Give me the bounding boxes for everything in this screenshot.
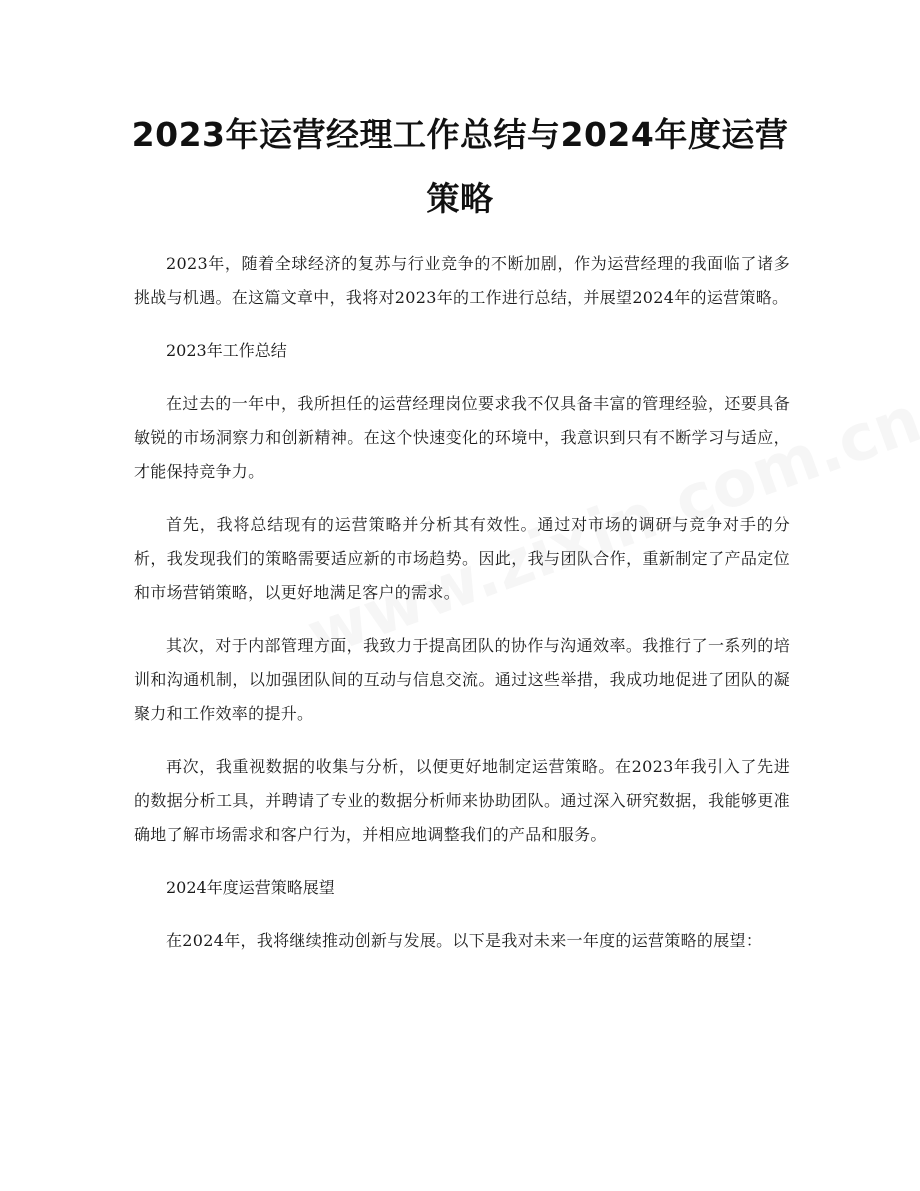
section-heading-2023-summary: 2023年工作总结	[166, 341, 287, 360]
paragraph-second: 其次，对于内部管理方面，我致力于提高团队的协作与沟通效率。我推行了一系列的培训和沟通机制，以加强团队间的互动与信息交流。通过这些举措，我成功地促进了团队的凝聚力和工作效率的提升。	[134, 636, 790, 723]
section-heading-2024-outlook: 2024年度运营策略展望	[166, 878, 335, 897]
paragraph-third: 再次，我重视数据的收集与分析，以便更好地制定运营策略。在2023年我引入了先进的数据分析工具，并聘请了专业的数据分析师来协助团队。通过深入研究数据，我能够更准确地了解市场需求和客户行为，并相应地调整我们的产品和服务。	[134, 757, 790, 844]
document-body	[134, 247, 790, 977]
paragraph-past-year: 在过去的一年中，我所担任的运营经理岗位要求我不仅具备丰富的管理经验，还要具备敏锐的市场洞察力和创新精神。在这个快速变化的环境中，我意识到只有不断学习与适应，才能保持竞争力。	[134, 394, 790, 481]
document-title: 2023年运营经理工作总结与2024年度运营策略	[131, 115, 789, 218]
intro-paragraph: 2023年，随着全球经济的复苏与行业竞争的不断加剧，作为运营经理的我面临了诸多挑战与机遇。在这篇文章中，我将对2023年的工作进行总结，并展望2024年的运营策略。	[134, 254, 790, 307]
paragraph-first: 首先，我将总结现有的运营策略并分析其有效性。通过对市场的调研与竞争对手的分析，我发现我们的策略需要适应新的市场趋势。因此，我与团队合作，重新制定了产品定位和市场营销策略，以更好地满足客户的需求。	[134, 515, 790, 602]
paragraph-2024-intro: 在2024年，我将继续推动创新与发展。以下是我对未来一年度的运营策略的展望：	[166, 931, 763, 950]
